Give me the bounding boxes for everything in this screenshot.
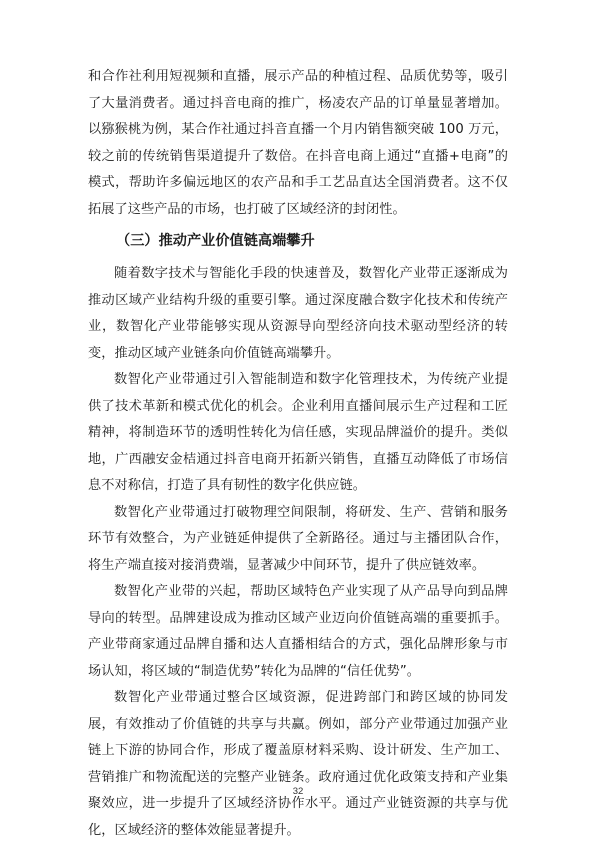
body-paragraph: 数智化产业带通过引入智能制造和数字化管理技术，为传统产业提供了技术革新和模式优化的机会。企业利用直播间展示生产过程和工匠精神，将制造环节的透明性转化为信任感，实现品牌溢价的提升。类似地，广西融安金桔通过抖音电商开拓新兴销售，直播互动降低了市场信息不对称信，打造了具有韧性的数字化供应链。	[88, 372, 508, 493]
page-number: 32	[292, 786, 304, 797]
body-paragraph: 随着数字技术与智能化手段的快速普及，数智化产业带正逐渐成为推动区域产业结构升级的重要引擎。通过深度融合数字化技术和传统产业，数智化产业带能够实现从资源导向型经济向技术驱动型经济的转变，推动区域产业链条向价值链高端攀升。	[88, 266, 508, 361]
body-paragraph: 和合作社利用短视频和直播，展示产品的种植过程、品质优势等，吸引了大量消费者。通过抖音电商的推广，杨凌农产品的订单量显著增加。以猕猴桃为例，某合作社通过抖音直播一个月内销售额突破 100 万元，较之前的传统销售渠道提升了数倍。在抖音电商上通过“直播+电商”的模式，帮助许多偏远地区的农产品和手工艺品直达全国消费者。这不仅拓展了这些产品的市场，也打破了区域经济的封闭性。	[88, 69, 508, 217]
body-paragraph: 数智化产业带的兴起，帮助区域特色产业实现了从产品导向到品牌导向的转型。品牌建设成为推动区域产业迈向价值链高端的重要抓手。产业带商家通过品牌自播和达人直播相结合的方式，强化品牌形象与市场认知，将区域的“制造优势”转化为品牌的“信任优势”。	[88, 584, 508, 679]
body-paragraph: 数智化产业带通过整合区域资源，促进跨部门和跨区域的协同发展，有效推动了价值链的共享与共赢。例如，部分产业带通过加强产业链上下游的协同合作，形成了覆盖原材料采购、设计研发、生产加工、营销推广和物流配送的完整产业链条。政府通过优化政策支持和产业集聚效应，进一步提升了区域经济协作水平。通过产业链资源的共享与优化，区域经济的整体效能显著提升。	[88, 690, 508, 838]
section-heading: （三）推动产业价值链高端攀升	[116, 233, 315, 249]
page-body	[88, 64, 508, 844]
body-paragraph: 数智化产业带通过打破物理空间限制，将研发、生产、营销和服务环节有效整合，为产业链延伸提供了全新路径。通过与主播团队合作，将生产端直接对接消费端，显著减少中间环节，提升了供应链效率。	[88, 504, 508, 573]
